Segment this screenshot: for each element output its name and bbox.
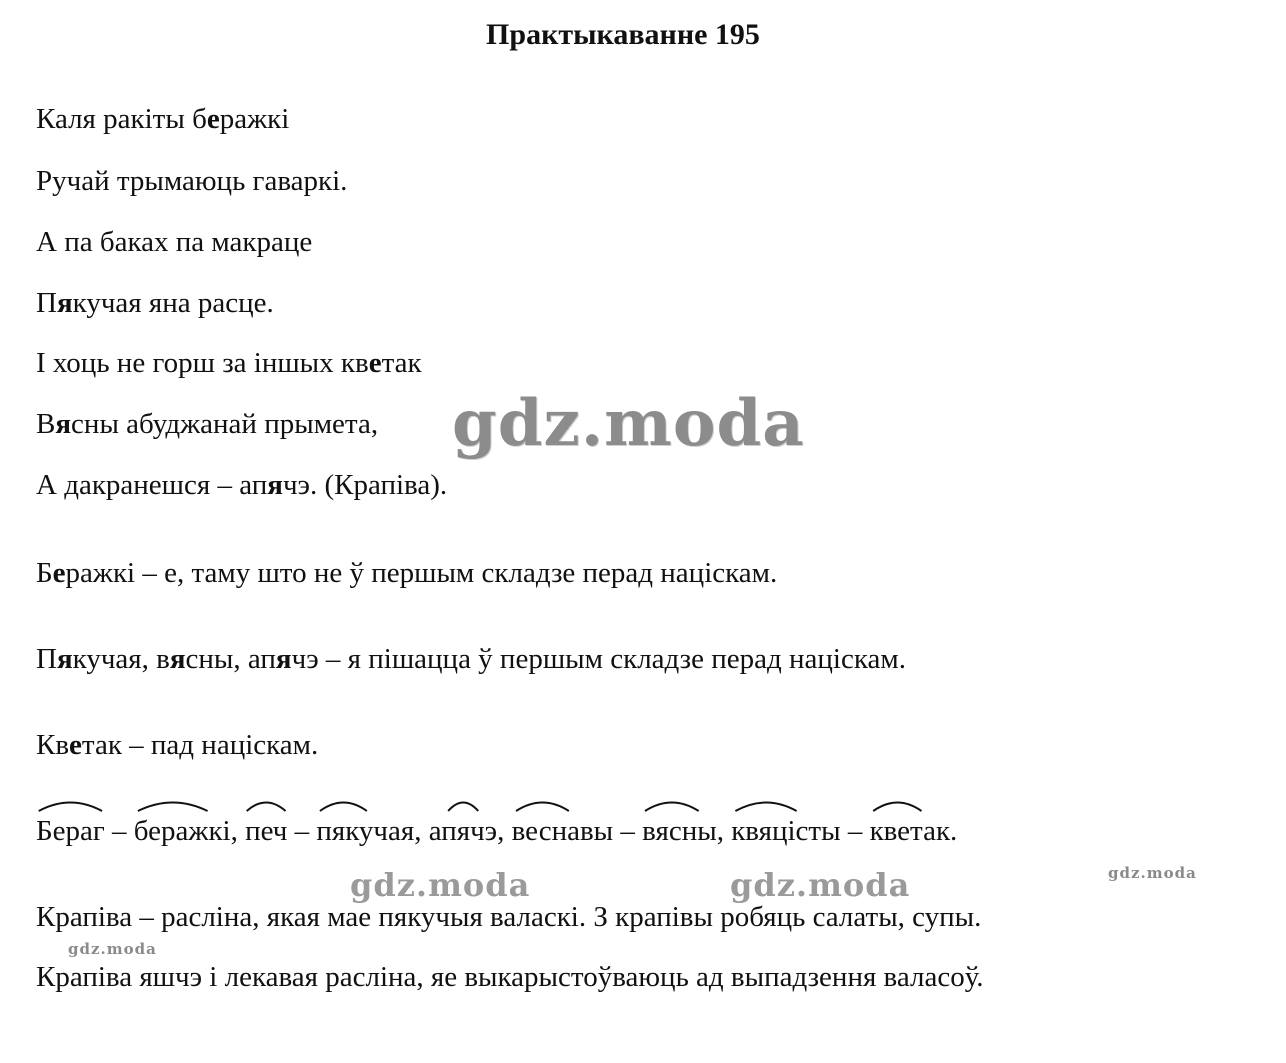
- root-arc: [134, 798, 231, 812]
- root-arc: [870, 798, 950, 812]
- text: кучая, в: [72, 643, 170, 675]
- text: печ: [245, 815, 288, 847]
- poem-line-4: [36, 286, 274, 320]
- root-arc: [429, 798, 497, 812]
- root-word: [134, 814, 231, 848]
- highlight-letter: я: [275, 643, 292, 675]
- watermark-logo: gdz.moda: [1108, 864, 1197, 882]
- text: квяцісты: [731, 815, 841, 847]
- highlight-letter: я: [56, 287, 73, 319]
- text: Кв: [36, 729, 70, 761]
- watermark-logo: gdz.moda: [68, 940, 157, 958]
- root-word: [316, 814, 414, 848]
- explanation-2: [36, 642, 906, 676]
- highlight-letter: я: [55, 408, 72, 440]
- text: кучая яна расце.: [72, 287, 274, 319]
- text: Каля ракіты б: [36, 103, 207, 135]
- text: Б: [36, 557, 53, 589]
- text: В: [36, 408, 56, 440]
- separator: ,: [497, 815, 512, 847]
- text: так – пад націскам.: [81, 729, 319, 761]
- text: П: [36, 287, 57, 319]
- separator: –: [287, 815, 317, 847]
- root-word: [731, 814, 840, 848]
- explanation-3: [36, 728, 318, 762]
- root-word: [642, 814, 717, 848]
- text: І хоць не горш за іншых кв: [36, 347, 369, 379]
- root-arc: [731, 798, 840, 812]
- root-arc: [642, 798, 717, 812]
- separator: ,: [414, 815, 429, 847]
- paragraph-line-2: Крапіва яшчэ і лекавая расліна, яе выкарыстоўваюць ад выпадзення валасоў.: [36, 961, 984, 993]
- poem-line-5: [36, 346, 422, 380]
- text: так: [381, 347, 422, 379]
- text: ражкі – е, таму што не ў першым складзе перад націскам.: [65, 557, 778, 589]
- separator: –: [840, 815, 870, 847]
- highlight-letter: е: [69, 729, 82, 761]
- root-word: [429, 814, 497, 848]
- root-word: [870, 814, 950, 848]
- root-word: [245, 814, 287, 848]
- text: чэ. (Крапіва).: [282, 469, 448, 501]
- poem-line-6: [36, 407, 378, 441]
- poem-line-2: Ручай трымаюць гаваркі.: [36, 165, 348, 197]
- root-arc: [245, 798, 287, 812]
- text: Бераг: [36, 815, 105, 847]
- separator: –: [104, 815, 134, 847]
- highlight-letter: я: [169, 643, 186, 675]
- root-word: [36, 814, 105, 848]
- separator: ,: [716, 815, 732, 847]
- root-arc: [36, 798, 105, 812]
- highlight-letter: е: [206, 103, 220, 135]
- separator: ,: [230, 815, 246, 847]
- text: вясны: [642, 815, 717, 847]
- separator: .: [950, 815, 958, 847]
- poem-line-7: [36, 468, 447, 502]
- text: ражкі: [219, 103, 290, 135]
- poem-line-1: [36, 102, 289, 136]
- watermark-logo: gdz.moda: [730, 866, 911, 904]
- paragraph-line-1: Крапіва – расліна, якая мае пякучыя валаскі. З крапівы робяць салаты, супы.: [36, 901, 982, 933]
- separator: –: [613, 815, 643, 847]
- poem-line-3: А па баках па макраце: [36, 226, 313, 258]
- root-arc: [512, 798, 614, 812]
- text: веснавы: [511, 815, 614, 847]
- highlight-letter: я: [267, 469, 283, 501]
- text: П: [36, 643, 57, 675]
- text: сны абуджанай прымета,: [71, 408, 379, 440]
- text: кветак: [869, 815, 951, 847]
- text: апячэ: [428, 815, 498, 847]
- watermark-logo: gdz.moda: [350, 866, 531, 904]
- root-words-line: [36, 814, 957, 848]
- text: чэ – я пішацца ў першым складзе перад націскам.: [291, 643, 906, 675]
- highlight-letter: я: [56, 643, 73, 675]
- text: сны, ап: [185, 643, 276, 675]
- highlight-letter: е: [368, 347, 382, 379]
- text: беражкі: [133, 815, 231, 847]
- root-word: [512, 814, 614, 848]
- root-arc: [316, 798, 414, 812]
- text: пякучая: [316, 815, 415, 847]
- highlight-letter: е: [52, 557, 66, 589]
- explanation-1: [36, 556, 777, 590]
- watermark-logo: gdz.moda: [452, 386, 805, 461]
- page-title: Практыкаванне 195: [486, 18, 760, 51]
- text: А дакранешся – ап: [36, 469, 268, 501]
